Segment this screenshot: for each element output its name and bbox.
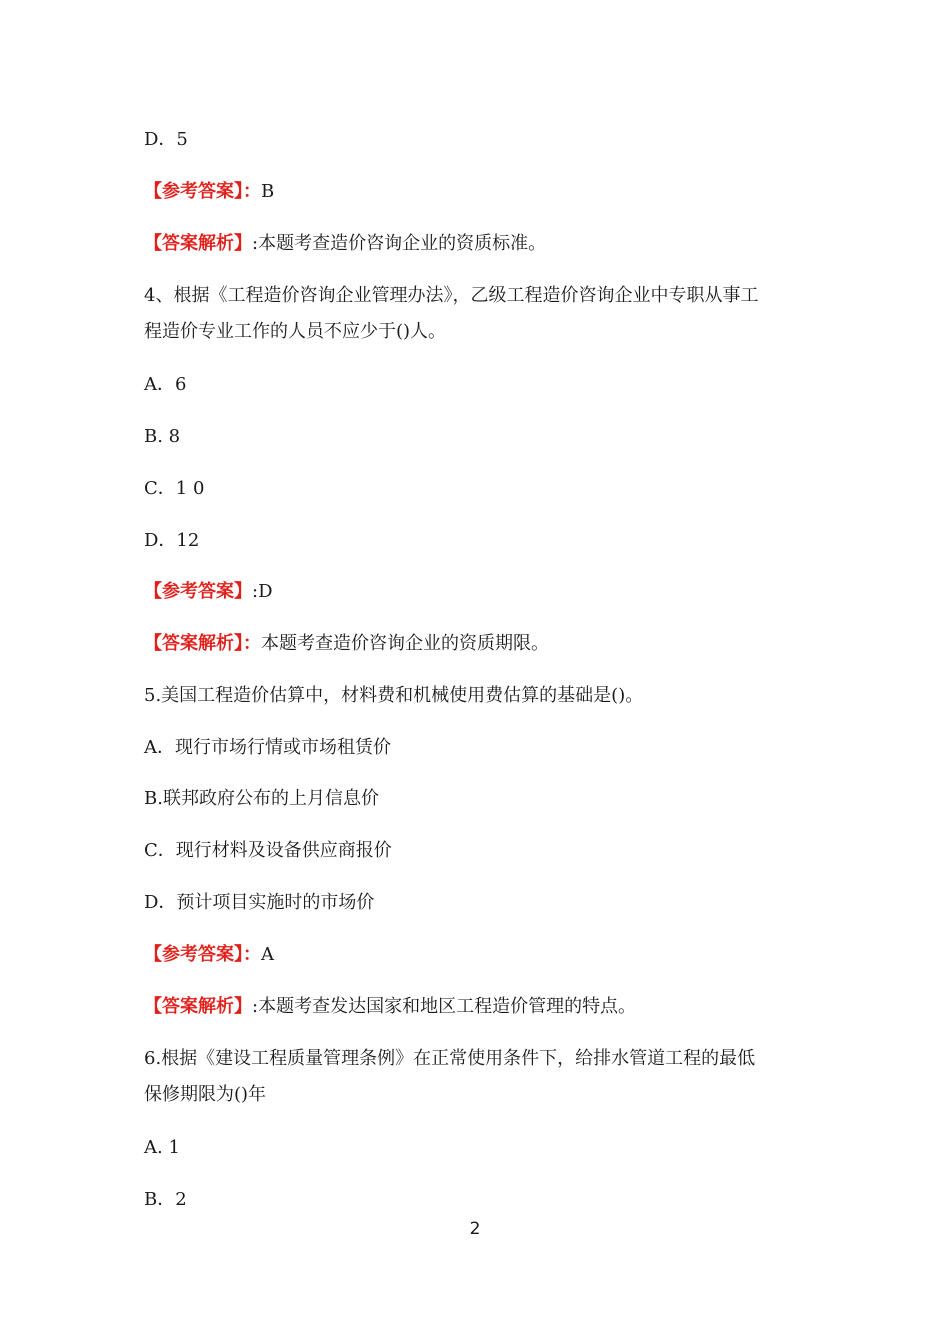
answer-label: 【参考答案】： — [144, 944, 261, 965]
question-4-line-1: 4、根据《工程造价咨询企业管理办法》，乙级工程造价咨询企业中专职从事工 — [144, 285, 759, 306]
question-5: 5.美国工程造价估算中，材料费和机械使用费估算的基础是()。 — [144, 685, 644, 706]
explanation-q3: 【答案解析】:本题考查造价咨询企业的资质标准。 — [144, 233, 547, 254]
option-d-q3: D．5 — [144, 129, 188, 150]
answer-q3: 【参考答案】：B — [144, 181, 275, 202]
option-d-q5: D．预计项目实施时的市场价 — [144, 892, 375, 913]
option-c-q4: C．1 0 — [144, 478, 205, 499]
explanation-q5: 【答案解析】:本题考查发达国家和地区工程造价管理的特点。 — [144, 996, 637, 1017]
question-4-line-2: 程造价专业工作的人员不应少于()人。 — [144, 321, 447, 342]
option-b-q4: B. 8 — [144, 426, 181, 447]
question-6-line-1: 6.根据《建设工程质量管理条例》在正常使用条件下，给排水管道工程的最低 — [144, 1048, 756, 1069]
option-a-q6: A. 1 — [144, 1137, 180, 1158]
option-d-q4: D．12 — [144, 530, 200, 551]
answer-q4: 【参考答案】:D — [144, 581, 273, 602]
option-a-q4: A．6 — [144, 374, 187, 395]
answer-label: 【参考答案】 — [144, 581, 252, 602]
option-c-q5: C．现行材料及设备供应商报价 — [144, 840, 392, 861]
answer-label: 【参考答案】： — [144, 181, 261, 202]
explanation-label: 【答案解析】： — [144, 633, 261, 654]
question-6-line-2: 保修期限为()年 — [144, 1084, 267, 1105]
answer-q5: 【参考答案】：A — [144, 944, 274, 965]
explanation-label: 【答案解析】 — [144, 233, 252, 254]
explanation-label: 【答案解析】 — [144, 996, 252, 1017]
option-b-q5: B.联邦政府公布的上月信息价 — [144, 788, 379, 809]
option-a-q5: A．现行市场行情或市场租赁价 — [144, 737, 391, 758]
option-b-q6: B．2 — [144, 1189, 187, 1210]
page-number: 2 — [469, 1219, 481, 1239]
explanation-q4: 【答案解析】：本题考查造价咨询企业的资质期限。 — [144, 633, 549, 654]
